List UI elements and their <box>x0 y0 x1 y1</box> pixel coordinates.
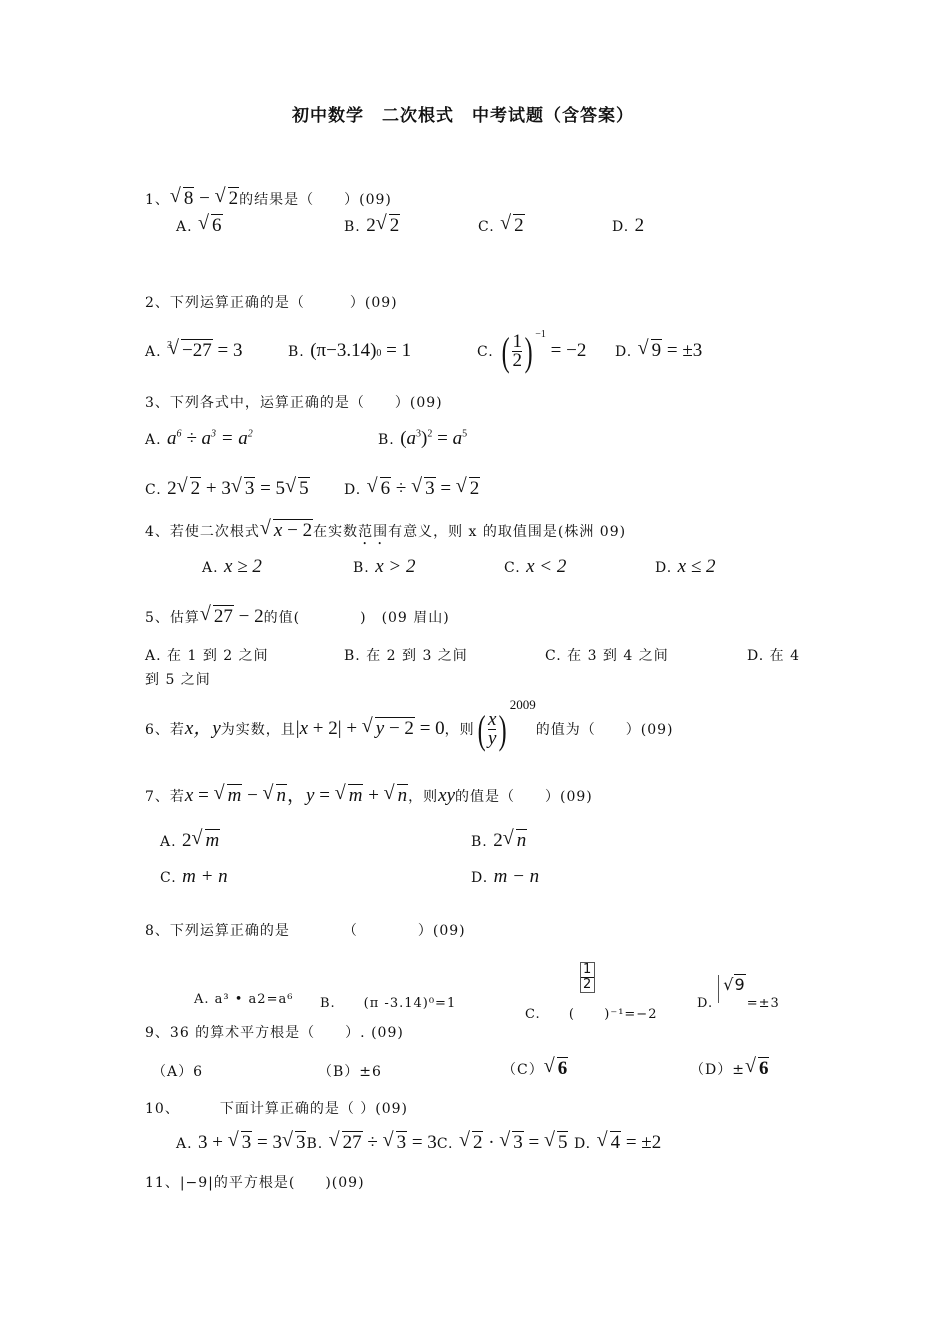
q8-option-a: A. a³ • a2=a⁶ <box>194 992 294 1007</box>
q7-option-a: A. 2√ m <box>160 830 220 852</box>
q4-option-a: A. x ≥ 2 <box>202 556 262 577</box>
q5-option-a: A. 在 1 到 2 之间 <box>145 648 269 664</box>
q7-option-d: D. m − n <box>471 866 540 887</box>
question-11: 11、|−9|的平方根是( )(09) <box>145 1175 365 1191</box>
question-10: 10、 下面计算正确的是（ ）(09) <box>145 1101 409 1117</box>
q1-option-c: C. √ 2 <box>478 215 525 237</box>
q1-option-b: B. 2√ 2 <box>344 215 400 237</box>
question-number: 1、 <box>145 192 170 208</box>
q3-option-a: A. $a^6 \div a^3 = a^2$ <box>145 428 253 449</box>
q3-option-d: D. √ 6 ÷ √ 3 = √ 2 <box>344 478 480 500</box>
q9-option-b: （B）±6 <box>318 1064 382 1080</box>
q9-option-c: （C）√ 6 <box>502 1058 568 1080</box>
q4-option-b: B. x > 2 <box>353 556 416 577</box>
q8-option-c: C. ( 1 2 )⁻¹=−2 <box>525 962 658 1022</box>
question-1: 1、√ 8 − √ 2的结果是（ ）(09) <box>145 188 392 210</box>
q10-options: A. 3 + √ 3 = 3√ 3B. √ 27 ÷ √ 3 = 3C. √ 2 · √ 3 = √ 5 D. √ 4 = ±2 <box>176 1132 661 1154</box>
q8-option-b: B. (π -3.14)⁰=1 <box>320 996 457 1011</box>
question-8: 8、下列运算正确的是 （ ）(09) <box>145 923 466 939</box>
question-9: 9、36 的算术平方根是（ ）. (09) <box>145 1025 404 1041</box>
q2-option-d: D. √ 9 = ±3 <box>615 340 702 362</box>
q5-option-c: C. 在 3 到 4 之间 <box>545 648 669 664</box>
q7-option-c: C. m + n <box>160 866 228 887</box>
q3-option-b: B. $(a^3)^2 = a^5$ <box>378 428 468 449</box>
q2-option-b: B. (π−3.14)0 = 1 <box>288 340 412 361</box>
page-title: 初中数学 二次根式 中考试题（含答案） <box>292 106 634 126</box>
q5-option-d: D. 在 4 <box>747 648 800 664</box>
q9-option-a: （A）6 <box>152 1064 204 1080</box>
sqrt-8: √ 8 <box>170 188 195 210</box>
q7-option-b: B. 2√ n <box>471 830 527 852</box>
q2-option-c: C. ( $\frac{1}{2}$ ) $^{-1}$ = −2 <box>477 328 587 374</box>
q9-option-d: （D）±√ 6 <box>690 1058 769 1080</box>
q5-option-d-cont: 到 5 之间 <box>145 672 211 688</box>
q2-option-a: A. $^3$√ −27 = 3 <box>145 340 242 362</box>
question-4: 4、若使二次根式√ x − 2在实数范围有意义，则 x 的取值围是(株洲 09) <box>145 520 626 548</box>
question-3: 3、下列各式中，运算正确的是（ ）(09) <box>145 395 443 411</box>
question-7: 7、若x = √ m − √ n，y = √ m + √ n，则xy的值是（ ）(09) <box>145 780 593 807</box>
q5-option-b: B. 在 2 到 3 之间 <box>344 648 468 664</box>
q8-option-d: D. √9 =±3 <box>697 975 780 1011</box>
q4-option-c: C. x < 2 <box>504 556 567 577</box>
question-2: 2、下列运算正确的是（ ）(09) <box>145 295 398 311</box>
q1-option-a: A. √ 6 <box>176 215 223 237</box>
q1-option-d: D. 2 <box>612 215 645 236</box>
question-5: 5、估算√ 27 − 2的值( ) (09 眉山) <box>145 606 450 628</box>
q4-option-d: D. x ≤ 2 <box>655 556 716 577</box>
question-6: 6、若x，y为实数，且|x + 2| + √ y − 2 = 0，则( $\frac{x}{y}$ )$^{2009}$的值为（ ）(09) <box>145 706 674 753</box>
q3-option-c: C. 2√ 2 + 3√ 3 = 5√ 5 <box>145 478 310 500</box>
